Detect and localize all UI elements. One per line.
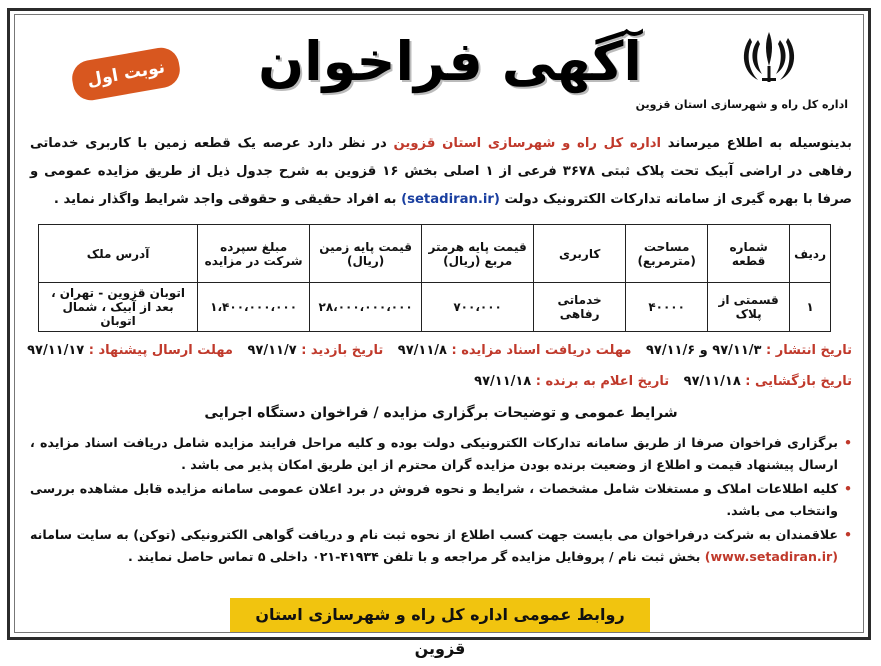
intro-text-3: در اراضی آبیک تحت پلاک ثبتی ۳۶۷۸ فرعی از ۱ اصلی بخش ۱۶ قزوین به شرح جدول ذیل از طریق مزایده عمومی و صرفا با بهره گیری از سامانه تدارکات الکترونیک دولت [30,164,852,207]
winner-date-label: تاریخ اعلام به برنده : [535,374,670,389]
iran-emblem-icon [738,26,800,88]
first-round-badge: نوبت اول [69,45,182,103]
table-row [39,283,831,332]
col-header-usage: کاربری [534,225,626,283]
offer-deadline-value: ۹۷/۱۱/۱۷ [27,343,85,358]
intro-org: اداره کل راه و شهرسازی استان قزوین [393,136,662,151]
org-name-small: اداره کل راه و شهرسازی استان قزوین [635,98,848,111]
condition-item-2: • کلیه اطلاعات املاک و مستغلات شامل مشخصات ، شرایط و نحوه فروش در برد اعلان عمومی سامانه مزایده قابل مشاهده بررسی وانتخاب می باشد. [30,478,852,522]
col-header-base-price: قیمت پایه زمین (ریال) [310,225,422,283]
cell-plot-number: قسمتی از پلاک [708,283,790,332]
col-header-address: آدرس ملک [39,225,198,283]
intro-text-4: به افراد حقیقی و حقوقی واجد شرایط واگذار نماید . [53,192,397,207]
conditions-title: شرایط عمومی و توضیحات برگزاری مزایده / فراخوان دستگاه اجرایی [204,405,678,421]
cell-row-number: ۱ [790,283,831,332]
intro-text-1: بدینوسیله به اطلاع میرساند [667,136,853,151]
cell-usage: خدماتی رفاهی [534,283,626,332]
offer-deadline-label: مهلت ارسال پیشنهاد : [88,343,233,358]
intro-text-2: در نظر دارد عرصه یک قطعه زمین با [137,136,387,151]
opening-date-label: تاریخ بازگشایی : [745,374,852,389]
cell-deposit: ۱،۴۰۰،۰۰۰،۰۰۰ [198,283,310,332]
col-header-plot-number: شماره قطعه [708,225,790,283]
visit-date-value: ۹۷/۱۱/۷ [247,343,297,358]
intro-site-link[interactable]: (setadiran.ir) [401,192,500,207]
table-header-row [39,225,831,283]
condition-3-text-a: علاقمندان به شرکت درفراخوان می بایست جهت کسب اطلاع از نحوه ثبت نام و دریافت گواهی الکترونیکی (توکن) به سایت سامانه [30,527,838,542]
dates-line-2 [30,374,852,389]
opening-date-value: ۹۷/۱۱/۱۸ [683,374,741,389]
docs-deadline-value: ۹۷/۱۱/۸ [397,343,447,358]
condition-3-site-link[interactable]: (www.setadiran.ir) [704,549,838,564]
footer-banner: روابط عمومی اداره کل راه و شهرسازی استان قزوین [230,598,650,632]
col-header-area: مساحت (مترمربع) [626,225,708,283]
intro-paragraph [30,130,852,214]
intro-usage: کاربری خدماتی رفاهی [30,136,852,179]
condition-item-1: • برگزاری فراخوان صرفا از طریق سامانه تدارکات الکترونیکی دولت بوده و کلیه مراحل فرایند مزایده شامل دریافت اسناد مزایده ، ارسال پیشنهاد قیمت و اطلاع از وضعیت برنده بودن مزایده گران محترم از این طریق امکان پذیر می باشد . [30,432,852,476]
dates-line-1 [27,343,852,358]
publish-date-value: ۹۷/۱۱/۳ و ۹۷/۱۱/۶ [645,343,762,358]
visit-date-label: تاریخ بازدید : [301,343,384,358]
condition-item-3 [30,524,852,568]
header [20,20,860,118]
winner-date-value: ۹۷/۱۱/۱۸ [474,374,532,389]
conditions-list [30,432,852,570]
condition-3-text-b: بخش ثبت نام / پروفایل مزایده گر مراجعه و با تلفن ۴۱۹۳۴-۰۲۱ داخلی ۵ تماس حاصل نمایند . [127,549,701,564]
cell-price-per-meter: ۷۰۰،۰۰۰ [422,283,534,332]
notice-title: آگهی فراخوان [258,30,642,93]
col-header-price-per-meter: قیمت پایه هرمتر مربع (ریال) [422,225,534,283]
cell-base-price: ۲۸،۰۰۰،۰۰۰،۰۰۰ [310,283,422,332]
cell-area: ۴۰۰۰۰ [626,283,708,332]
docs-deadline-label: مهلت دریافت اسناد مزایده : [451,343,632,358]
col-header-row-number: ردیف [790,225,831,283]
auction-table [38,224,831,332]
publish-date-label: تاریخ انتشار : [766,343,852,358]
cell-address: اتوبان قزوین - تهران ، بعد از آبیک ، شمال اتوبان [39,283,198,332]
col-header-deposit: مبلغ سپرده شرکت در مزایده [198,225,310,283]
